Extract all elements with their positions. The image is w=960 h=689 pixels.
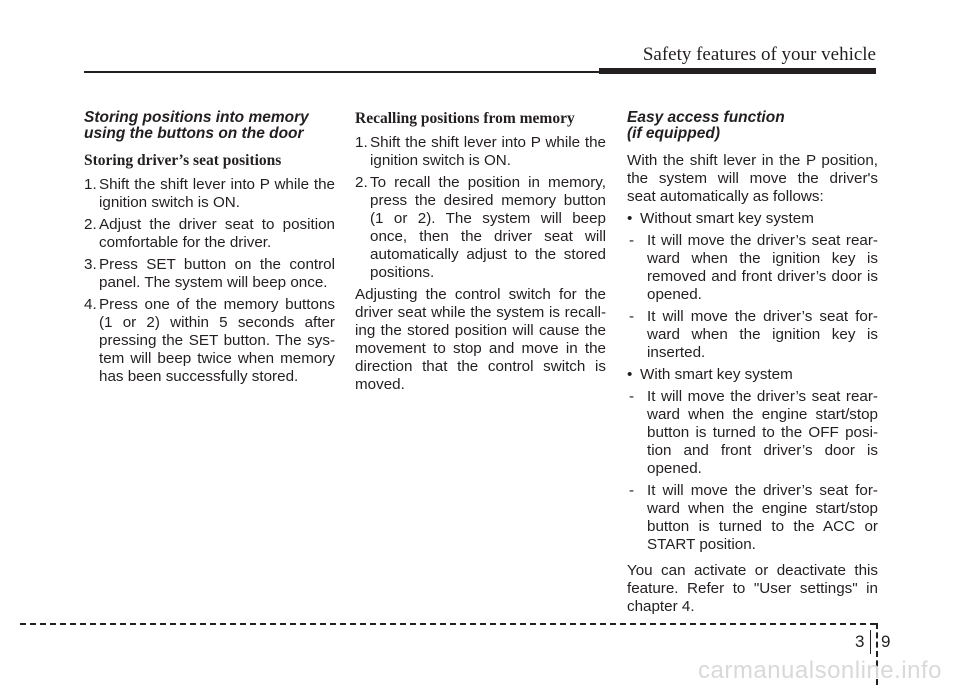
header-rule (84, 71, 599, 73)
subhead-storing-driver-seat: Storing driver’s seat positions (84, 152, 282, 169)
step-text: To recall the position in memory, press the desired memory button (1 or 2). The system will beep once, then the driver seat will automatically adjust to the stored positions. (370, 174, 606, 281)
sub-text: It will move the driver’s seat rear-ward when the engine start/stop button is turned to the OFF posi-tion and front driver’s door is opened. (647, 388, 878, 477)
step-item (84, 296, 335, 386)
sub-text: It will move the driver’s seat for-ward when the ignition key is inserted. (647, 308, 878, 361)
sub-item (629, 482, 878, 554)
dash-marker: - (629, 388, 635, 405)
section-title-easy-access: Easy access function (if equipped) (627, 109, 785, 142)
column-storing (84, 110, 335, 390)
dash-marker: - (629, 232, 635, 249)
step-text: Press SET button on the control panel. The system will beep once. (99, 256, 335, 291)
bullet-icon: • (627, 366, 633, 383)
adjusting-paragraph: Adjusting the control switch for the driver seat while the system is recall-ing the stored position will cause the movement to stop and move in the direction that the control switch is moved. (355, 286, 606, 393)
dash-marker: - (629, 308, 635, 325)
watermark: carmanualsonline.info (698, 657, 942, 684)
step-number: 1. (355, 134, 368, 151)
sub-item (629, 232, 878, 304)
subhead-recalling: Recalling positions from memory (355, 110, 575, 127)
bullet-item (627, 210, 878, 228)
header-rule-accent (599, 68, 876, 74)
step-item (84, 216, 335, 252)
sub-item (629, 388, 878, 478)
step-text: Press one of the memory buttons (1 or 2) within 5 seconds after pressing the SET button. The sys-tem will beep twice when memory has been successfully stored. (99, 296, 335, 385)
step-text: Adjust the driver seat to position comfortable for the driver. (99, 216, 335, 251)
page-number-divider (870, 630, 871, 654)
footer-rule (20, 623, 876, 625)
intro-paragraph: With the shift lever in the P position, the system will move the driver's seat automatically as follows: (627, 152, 878, 205)
step-number: 1. (84, 176, 97, 193)
step-text: Shift the shift lever into P while the ignition switch is ON. (370, 134, 606, 169)
page-header-title: Safety features of your vehicle (642, 44, 876, 65)
section-title-storing: Storing positions into memory using the buttons on the door (84, 109, 309, 142)
chapter-number: 3 (855, 632, 865, 651)
column-easy-access (627, 110, 878, 616)
sub-text: It will move the driver’s seat rear-ward when the ignition key is removed and front driver’s door is opened. (647, 232, 878, 303)
step-item (84, 256, 335, 292)
step-number: 2. (84, 216, 97, 233)
sub-text: It will move the driver’s seat for-ward when the engine start/stop button is turned to the ACC or START position. (647, 482, 878, 553)
step-number: 3. (84, 256, 97, 273)
step-item (355, 174, 606, 282)
column-recalling (355, 110, 606, 398)
dash-marker: - (629, 482, 635, 499)
step-item (84, 176, 335, 212)
settings-note: You can activate or deactivate this feature. Refer to "User settings" in chapter 4. (627, 562, 878, 615)
page-number: 9 (881, 632, 891, 651)
bullet-label: With smart key system (640, 366, 793, 383)
bullet-icon: • (627, 210, 633, 227)
step-number: 2. (355, 174, 368, 191)
step-item (355, 134, 606, 170)
step-text: Shift the shift lever into P while the ignition switch is ON. (99, 176, 335, 211)
bullet-label: Without smart key system (640, 210, 814, 227)
bullet-item (627, 366, 878, 384)
step-number: 4. (84, 296, 97, 313)
sub-item (629, 308, 878, 362)
